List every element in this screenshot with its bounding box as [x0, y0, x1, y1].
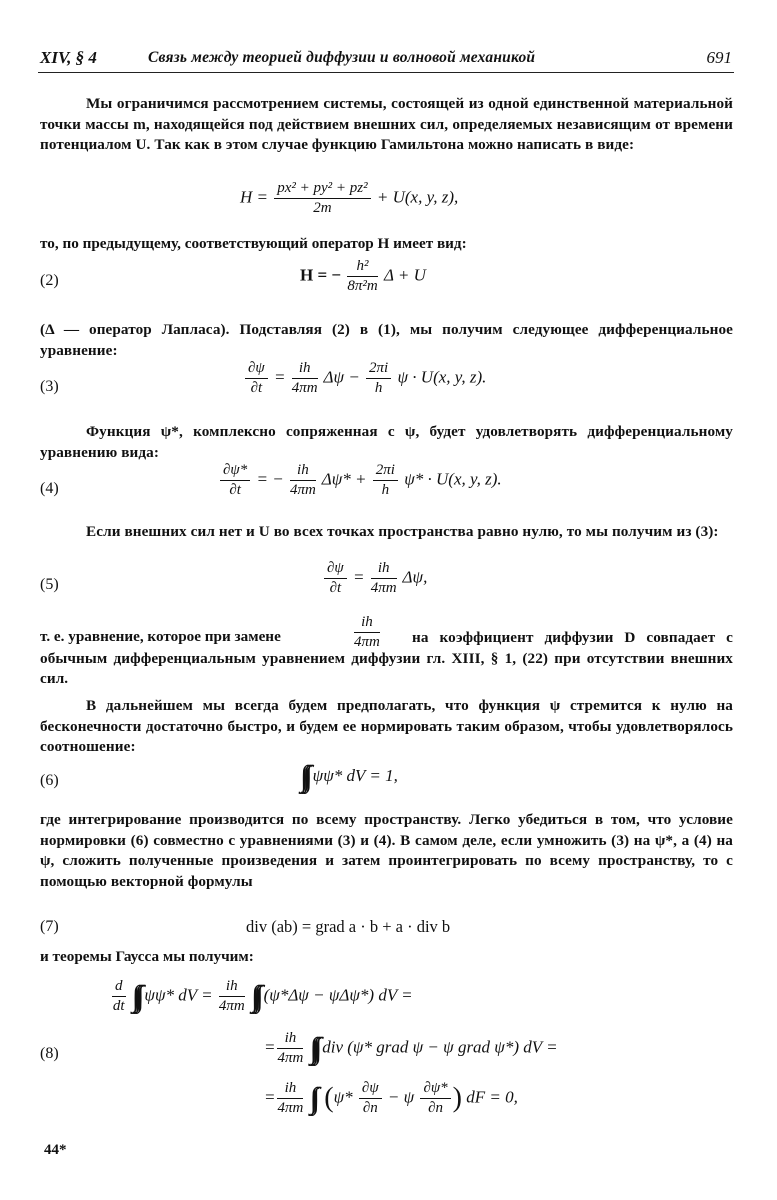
double-integral-icon: ∫∫ — [309, 1081, 315, 1115]
paragraph-6b: на коэффициент диффузии D совпадает с обычным дифференциальным уравнением диффузии гл. XIII, § 1, (22) при отсутствии внешних сил. — [40, 629, 733, 687]
paragraph-1: Мы ограничимся рассмотрением системы, состоящей из одной единственной материальной точки массы m, находящейся под действием внешних сил, определяемых независящим от времени потенциалом U. Так как в этом случае функцию Гамильтона можно написать в виде: — [40, 95, 733, 153]
eq3-label: (3) — [40, 378, 59, 395]
section-label: XIV, § 4 — [40, 48, 97, 67]
paragraph-3: (Δ — оператор Лапласа). Подставляя (2) в (1), мы получим следующее дифференциальное уравнение: — [40, 321, 733, 359]
hamiltonian-equation: H = $\frac{\text{px² + py² + pz²}}{2m}$ + U(x, y, z), — [240, 180, 459, 216]
equation-4: $\frac{\partial\psi*}{\partial t}$ = − $\frac{ih}{4\pi m}$ Δψ* + $\frac{2\pi i}{h}$ ψ* · U(x, y, z). — [218, 462, 502, 499]
equation-2: H = − $\frac{\text{h²}}{\text{8π²m}}$ Δ + U — [300, 258, 426, 294]
paragraph-7: В дальнейшем мы всегда будем предполагать, что функция ψ стремится к нулю на бесконечности достаточно быстро, и будем ее нормировать таким образом, чтобы удовлетворялось соотношение: — [40, 697, 733, 755]
chapter-title: Связь между теорией диффузии и волновой механикой — [148, 49, 536, 66]
equation-8-line-3: = $\frac{ih}{4\pi m}$ ∫∫ (ψ* $\frac{\partial\psi}{\partial n}$ − ψ $\frac{\partial\psi*}{\partial n}$ ) dF = 0, — [264, 1080, 518, 1116]
equation-5: $\frac{\partial\psi}{\partial t}$ = $\frac{ih}{4\pi m}$ Δψ, — [322, 560, 427, 597]
eq8-label: (8) — [40, 1045, 59, 1062]
signature-mark: 44* — [44, 1142, 67, 1158]
hamiltonian-numerator: px² + py² + pz² — [274, 180, 370, 199]
page-number: 691 — [706, 48, 732, 67]
paragraph-9: и теоремы Гаусса мы получим: — [40, 948, 254, 965]
paragraph-2: то, по предыдущему, соответствующий оператор H имеет вид: — [40, 235, 467, 252]
triple-integral-icon: ∫∫∫ — [300, 760, 307, 793]
running-head — [38, 46, 734, 73]
paragraph-5: Если внешних сил нет и U во всех точках пространства равно нулю, то мы получим из (3): — [86, 523, 719, 540]
triple-integral-icon: ∫∫∫ — [309, 1031, 317, 1065]
paragraph-8: где интегрирование производится по всему пространству. Легко убедиться в том, что условие нормировки (6) совместно с уравнениями (3) и (4). В самом деле, если умножить (3) на ψ*, а (4) на ψ, сложить полученные произведения и затем проинтегрировать по всему пространству, то с помощью векторной формулы — [40, 811, 733, 890]
triple-integral-icon: ∫∫∫ — [131, 979, 139, 1013]
eq5-label: (5) — [40, 576, 59, 593]
eq7-label: (7) — [40, 918, 59, 935]
equation-6: ∫∫∫ ψψ* dV = 1, — [300, 760, 398, 793]
equation-8-line-2: = $\frac{ih}{4\pi m}$ ∫∫∫ div (ψ* grad ψ − ψ grad ψ*) dV = — [264, 1030, 558, 1066]
equation-3: $\frac{\partial\psi}{\partial t}$ = $\frac{ih}{4\pi m}$ Δψ − $\frac{2\pi i}{h}$ ψ · U(x, y, z). — [243, 360, 486, 397]
inline-fraction: $\frac{ih}{4\pi m}$ — [354, 614, 380, 650]
paragraph-6a: т. е. уравнение, которое при замене — [40, 628, 281, 645]
equation-8-line-1: $\frac{d}{dt}$ ∫∫∫ ψψ* dV = $\frac{ih}{4\pi m}$ ∫∫∫ (ψ*Δψ − ψΔψ*) dV = — [112, 978, 413, 1014]
eq4-label: (4) — [40, 480, 59, 497]
triple-integral-icon: ∫∫∫ — [250, 979, 258, 1013]
hamiltonian-denominator: 2m — [313, 200, 332, 216]
eq6-label: (6) — [40, 772, 59, 789]
equation-7: div (ab) = grad a · b + a · div b — [246, 917, 451, 936]
eq2-label: (2) — [40, 272, 59, 289]
paragraph-4: Функция ψ*, комплексно сопряженная с ψ, будет удовлетворять дифференциальному уравнению вида: — [40, 423, 733, 461]
